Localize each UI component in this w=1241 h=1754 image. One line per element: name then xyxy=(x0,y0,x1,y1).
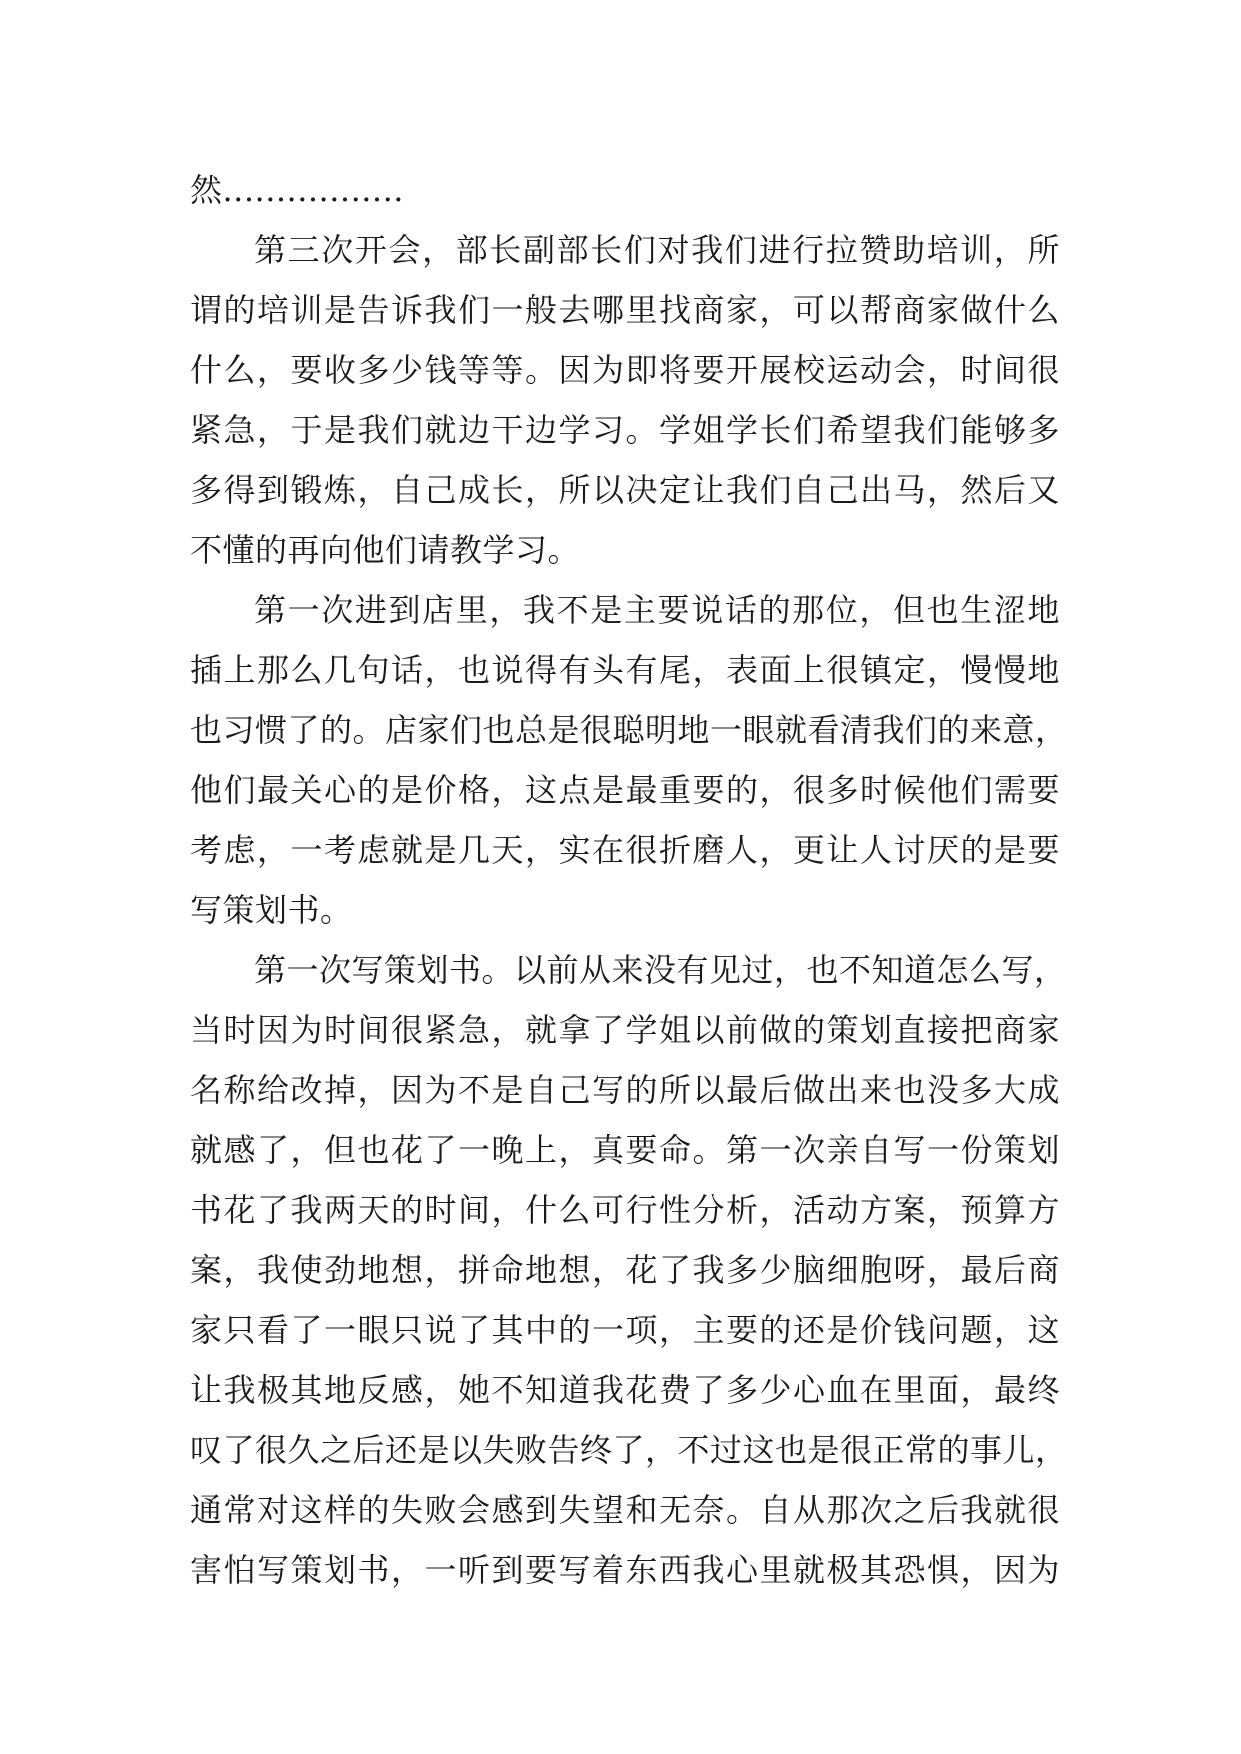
text-line: 他们最关心的是价格，这点是最重要的，很多时候他们需要 xyxy=(190,771,1060,809)
text-line: 写策划书。 xyxy=(190,891,353,929)
text-line: 通常对这样的失败会感到失望和无奈。自从那次之后我就很 xyxy=(190,1491,1060,1529)
text-line: 紧急，于是我们就边干边学习。学姐学长们希望我们能够多 xyxy=(190,411,1060,449)
text-line: 什么，要收多少钱等等。因为即将要开展校运动会，时间很 xyxy=(190,351,1060,389)
text-line: 就感了，但也花了一晚上，真要命。第一次亲自写一份策划 xyxy=(190,1131,1060,1169)
text-line: 名称给改掉，因为不是自己写的所以最后做出来也没多大成 xyxy=(190,1071,1060,1109)
text-line: 第一次写策划书。以前从来没有见过，也不知道怎么写， xyxy=(254,951,1067,989)
text-line: 书花了我两天的时间，什么可行性分析，活动方案，预算方 xyxy=(190,1191,1060,1229)
text-line: 当时因为时间很紧急，就拿了学姐以前做的策划直接把商家 xyxy=(190,1011,1060,1049)
text-line: 家只看了一眼只说了其中的一项，主要的还是价钱问题，这 xyxy=(190,1311,1060,1349)
text-line: 害怕写策划书，一听到要写着东西我心里就极其恐惧，因为 xyxy=(190,1551,1060,1589)
body-text xyxy=(190,160,1068,1600)
text-line: 让我极其地反感，她不知道我花费了多少心血在里面，最终 xyxy=(190,1371,1060,1409)
text-line: 然................. xyxy=(190,171,404,209)
text-line: 考虑，一考虑就是几天，实在很折磨人，更让人讨厌的是要 xyxy=(190,831,1060,869)
text-line: 案，我使劲地想，拼命地想，花了我多少脑细胞呀，最后商 xyxy=(190,1251,1060,1289)
text-line: 插上那么几句话，也说得有头有尾，表面上很镇定，慢慢地 xyxy=(190,651,1060,689)
text-line: 也习惯了的。店家们也总是很聪明地一眼就看清我们的来意， xyxy=(190,711,1068,749)
text-line: 第一次进到店里，我不是主要说话的那位，但也生涩地 xyxy=(254,591,1060,629)
text-line: 叹了很久之后还是以失败告终了，不过这也是很正常的事儿， xyxy=(190,1431,1068,1469)
text-line: 多得到锻炼，自己成长，所以决定让我们自己出马，然后又 xyxy=(190,471,1060,509)
text-line: 第三次开会，部长副部长们对我们进行拉赞助培训，所 xyxy=(254,231,1060,269)
text-line: 谓的培训是告诉我们一般去哪里找商家，可以帮商家做什么 xyxy=(190,291,1060,329)
text-line: 不懂的再向他们请教学习。 xyxy=(190,531,581,569)
